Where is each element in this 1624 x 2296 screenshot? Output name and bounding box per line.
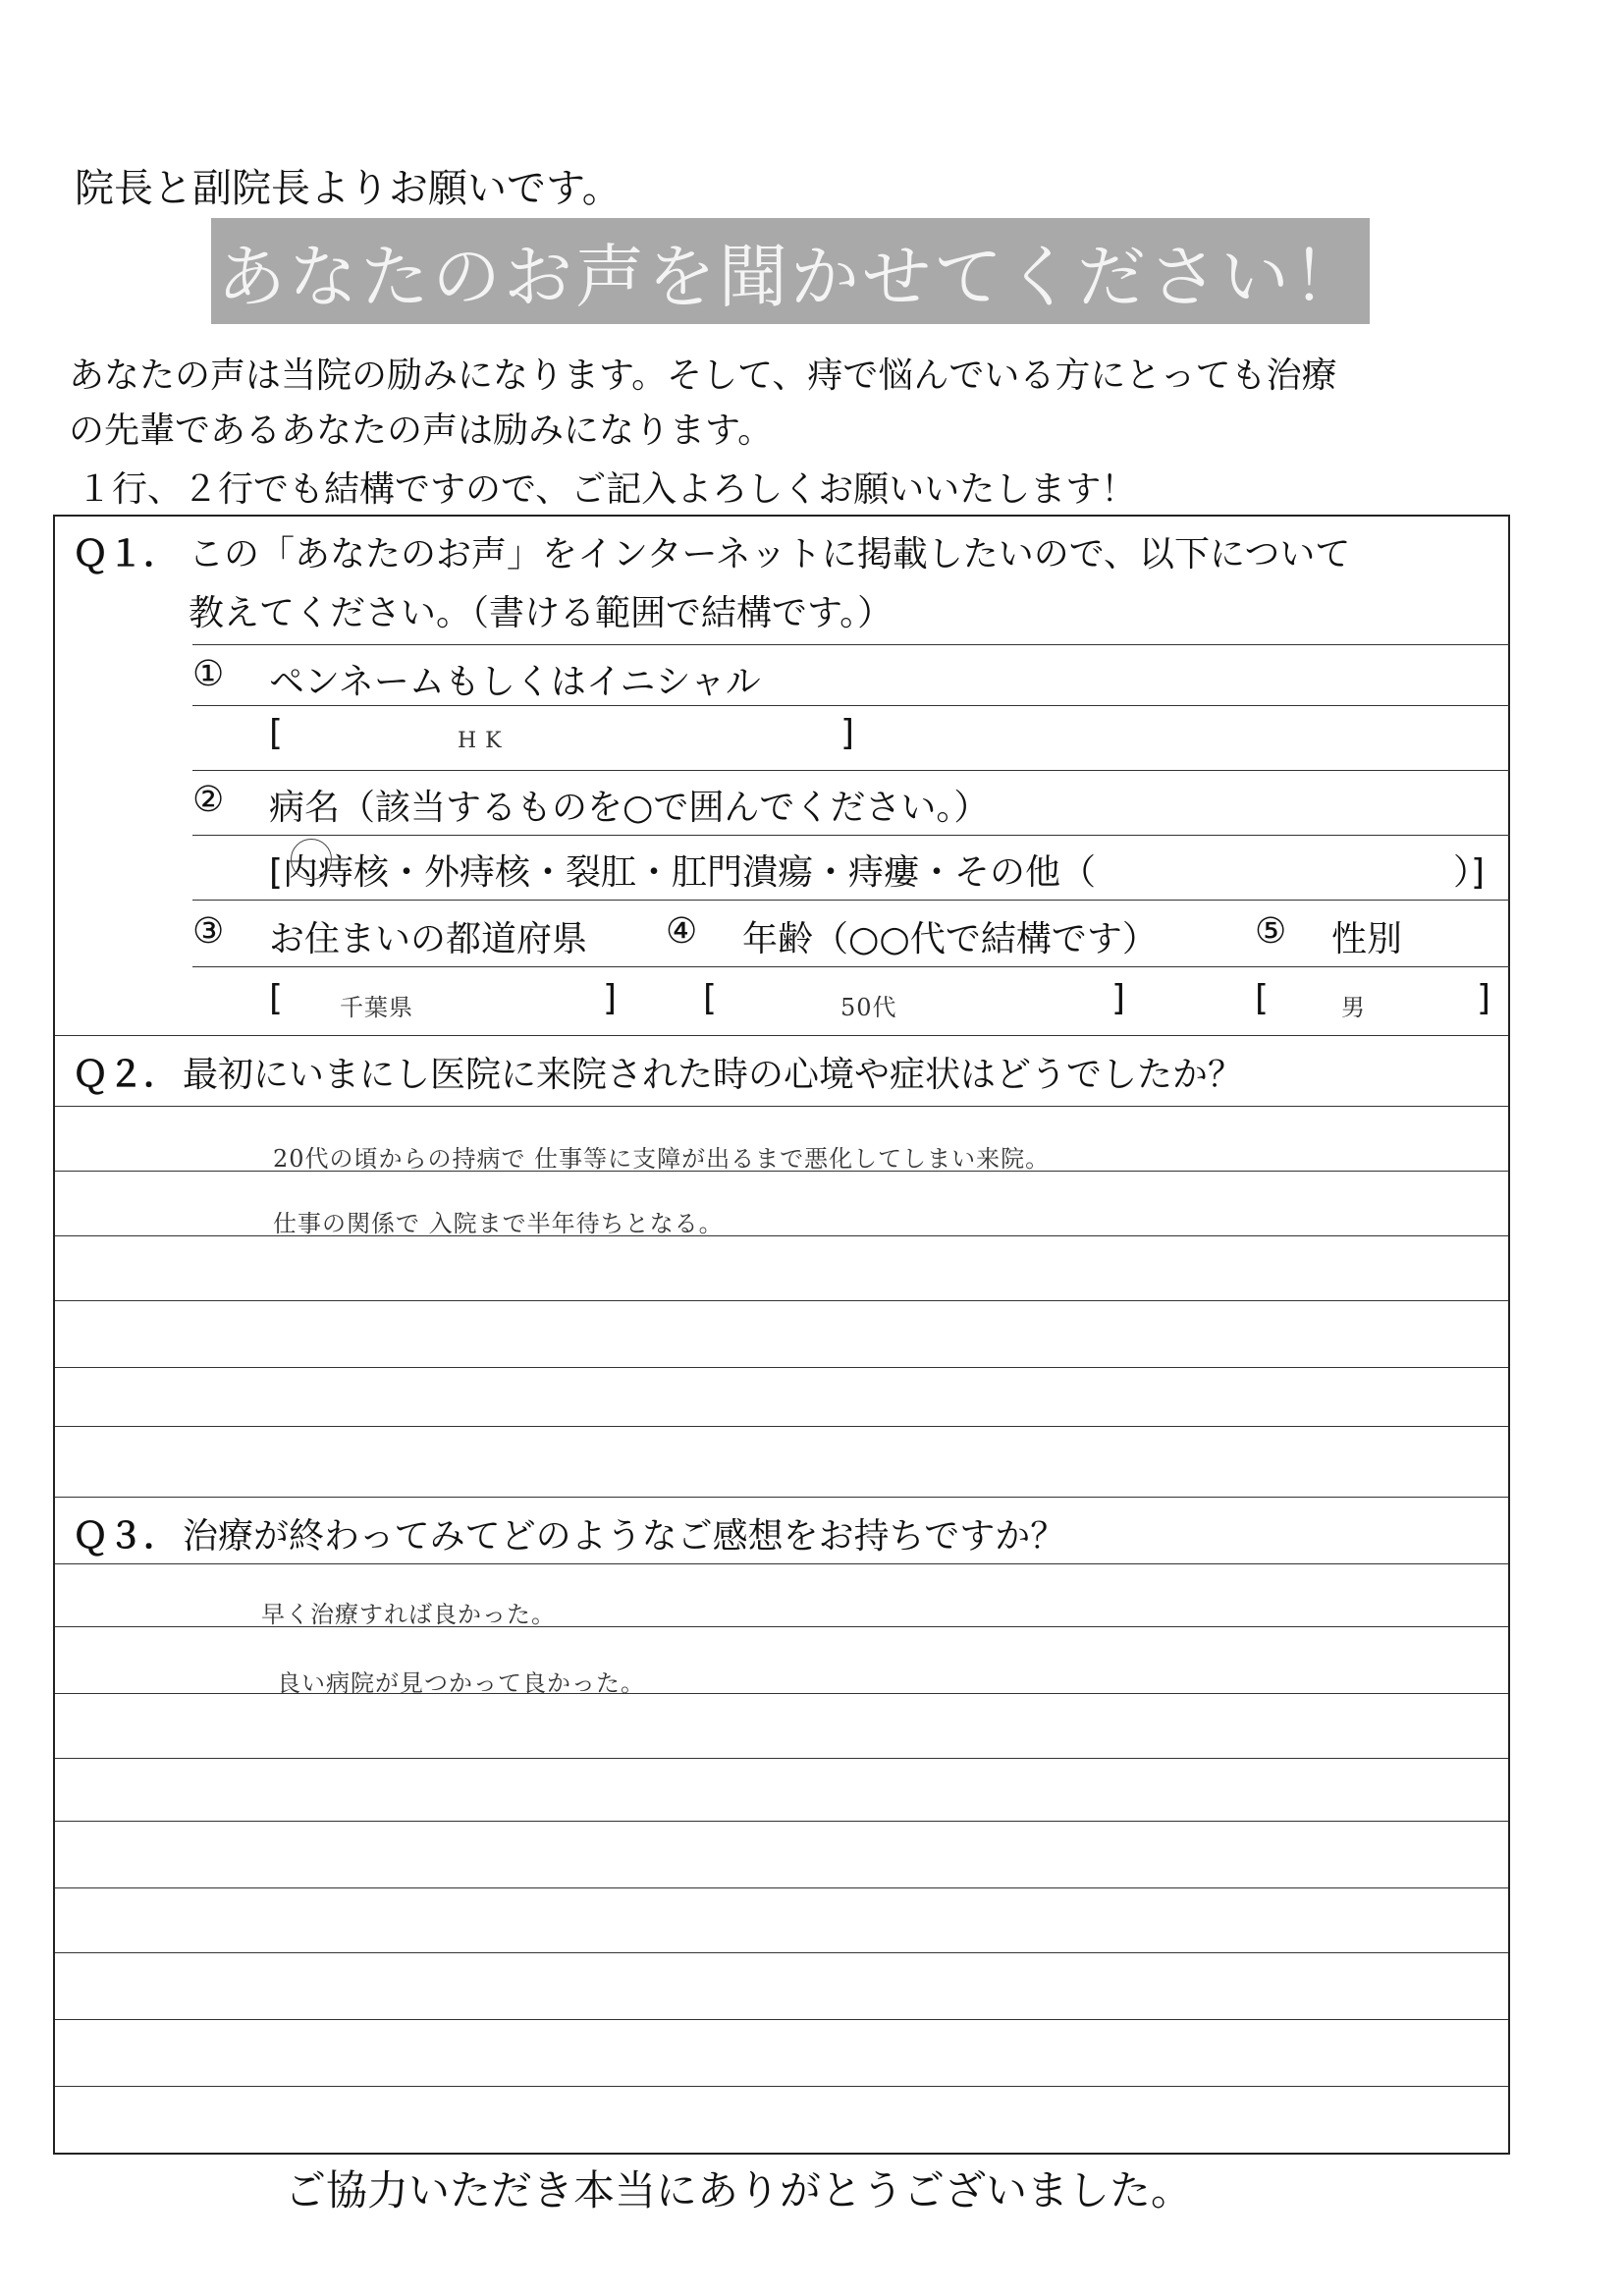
divider [55, 1563, 1508, 1564]
item3-label: お住まいの都道府県 [269, 919, 588, 959]
item1-number: ① [192, 654, 225, 694]
selected-disease-circle [291, 839, 332, 880]
q2-answer-line1[interactable]: 20代の頃からの持病で 仕事等に支障が出るまで悪化してしまい来院。 [273, 1145, 1051, 1173]
intro-line-1: あなたの声は当院の励みになります。そして、痔で悩んでいる方にとっても治療 [69, 355, 1337, 396]
item2-label: 病名（該当するものを○で囲んでください。） [269, 788, 990, 828]
divider [192, 770, 1510, 771]
answer-line [55, 1626, 1508, 1627]
intro-line-3: １行、２行でも結構ですので、ご記入よろしくお願いいたします！ [77, 469, 1137, 510]
disease-choices: [内痔核・外痔核・裂肛・肛門潰瘍・痔瘻・その他（ [269, 852, 1097, 893]
q3-label: Ｑ３． [73, 1516, 180, 1557]
divider [192, 644, 1510, 645]
item3-bracket-open: [ [269, 978, 284, 1018]
item2-number: ② [192, 780, 225, 820]
pen-name-answer[interactable]: H K [458, 729, 503, 753]
thank-you-message: ご協力いただき本当にありがとうございました。 [285, 2166, 1193, 2214]
q1-text-line2: 教えてください。（書ける範囲で結構です。） [189, 593, 893, 633]
answer-line [55, 2086, 1508, 2087]
item5-bracket-close: ] [1477, 978, 1491, 1018]
answer-line [55, 1821, 1508, 1822]
intro-line-2: の先輩であるあなたの声は励みになります。 [69, 410, 774, 451]
q2-label: Ｑ２． [73, 1055, 180, 1095]
request-line: 院長と副院長よりお願いです。 [75, 166, 622, 211]
q3-text: 治療が終わってみてどのようなご感想をお持ちですか？ [183, 1516, 1066, 1557]
age-answer[interactable]: 50代 [840, 994, 897, 1021]
item5-bracket-open: [ [1255, 978, 1270, 1018]
answer-line [55, 1693, 1508, 1694]
divider [55, 1106, 1508, 1107]
item5-number: ⑤ [1255, 911, 1287, 952]
divider [192, 900, 1510, 901]
answer-line [55, 1758, 1508, 1759]
gender-answer[interactable]: 男 [1341, 994, 1366, 1021]
title-banner [211, 218, 1370, 324]
item1-bracket-close: ] [840, 713, 855, 753]
prefecture-answer[interactable]: 千葉県 [340, 994, 413, 1021]
answer-line [55, 1426, 1508, 1427]
item3-bracket-close: ] [603, 978, 618, 1018]
item3-number: ③ [192, 911, 225, 952]
answer-line [55, 1497, 1508, 1498]
q2-text: 最初にいまにし医院に来院された時の心境や症状はどうでしたか？ [183, 1055, 1244, 1095]
q1-label: Ｑ１． [73, 534, 180, 574]
answer-line [55, 1171, 1508, 1172]
page-title: あなたのお声を聞かせてください！ [217, 236, 1364, 317]
answer-line [55, 2019, 1508, 2020]
divider [192, 705, 1510, 706]
answer-line [55, 1235, 1508, 1236]
q3-answer-line1[interactable]: 早く治療すれば良かった。 [261, 1601, 556, 1628]
answer-line [55, 1952, 1508, 1953]
item1-bracket-open: [ [269, 713, 284, 753]
divider [55, 1035, 1508, 1036]
answer-line [55, 1367, 1508, 1368]
answer-line [55, 1300, 1508, 1301]
q1-text-line1: この「あなたのお声」をインターネットに掲載したいので、以下について [189, 534, 1351, 574]
q3-answer-line2[interactable]: 良い病院が見つかって良かった。 [277, 1669, 645, 1697]
questionnaire-form [53, 515, 1510, 2155]
answer-line [55, 1887, 1508, 1888]
item5-label: 性別 [1331, 919, 1403, 959]
q2-answer-line2[interactable]: 仕事の関係で 入院まで半年待ちとなる。 [273, 1210, 724, 1237]
item4-label: 年齢（○○代で結構です） [742, 919, 1158, 959]
divider [192, 966, 1510, 967]
item4-bracket-open: [ [703, 978, 718, 1018]
item1-label: ペンネームもしくはイニシャル [269, 662, 761, 702]
item4-bracket-close: ] [1111, 978, 1126, 1018]
divider [192, 835, 1510, 836]
item4-number: ④ [666, 911, 698, 952]
disease-choices-close: ）] [1453, 852, 1486, 893]
